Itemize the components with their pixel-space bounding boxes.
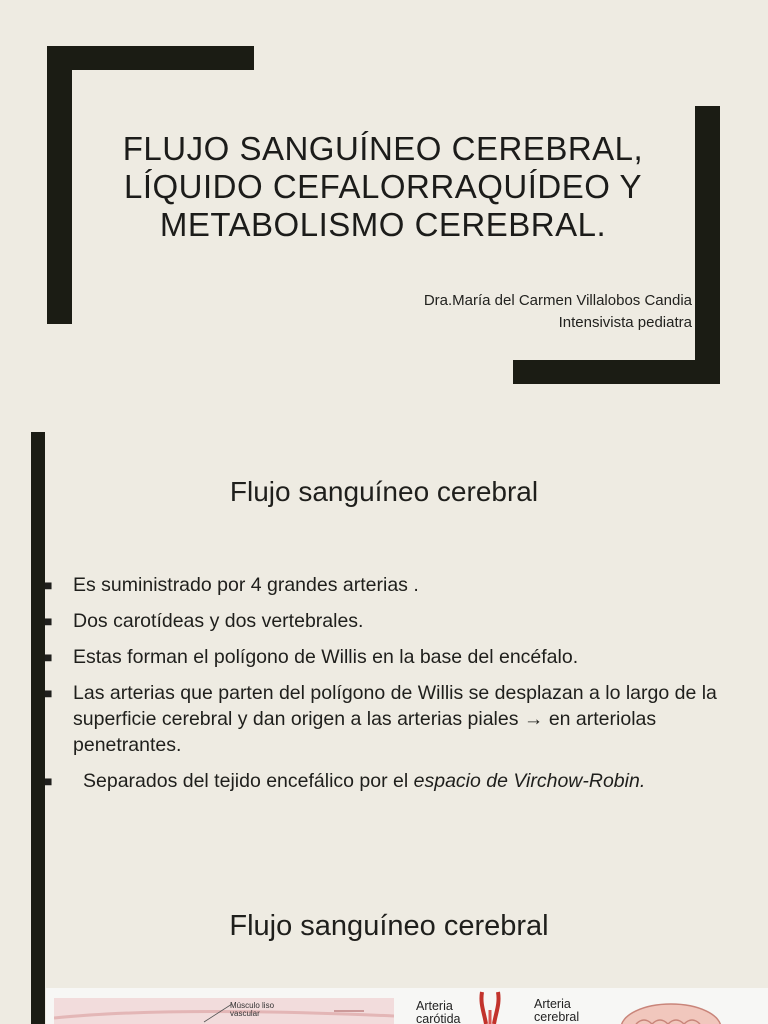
cerebral-label-line-1: Arteria <box>534 997 571 1011</box>
frame-bar-top-left-vertical <box>47 46 72 324</box>
bullet-list <box>44 572 758 804</box>
frame-bar-top-left-horizontal <box>47 46 254 70</box>
title-line-2: LÍQUIDO CEFALORRAQUÍDEO Y <box>123 168 642 205</box>
frame-bar-bottom-right-vertical <box>695 106 720 384</box>
bullet-square-icon: ■ <box>44 685 53 701</box>
author-name: Dra.María del Carmen Villalobos Candia <box>423 292 692 309</box>
next-slide-heading: Flujo sanguíneo cerebral <box>229 910 549 942</box>
bullet-text-plain: Separados del tejido encefálico por el <box>83 770 414 792</box>
author-block <box>424 290 692 334</box>
bullet-square-icon: ■ <box>44 649 53 665</box>
bullet-square-icon: ■ <box>44 577 53 593</box>
bullet-text: Estas forman el polígono de Willis en la base del encéfalo. <box>73 646 579 668</box>
content-slide <box>0 410 768 1024</box>
title-slide <box>0 0 768 410</box>
carotid-label-line-1: Arteria <box>416 999 453 1013</box>
list-item <box>44 608 758 634</box>
bullet-text: Es suministrado por 4 grandes arterias . <box>73 574 419 596</box>
list-item <box>44 644 758 670</box>
figure-label-carotid <box>416 1000 460 1024</box>
carotid-artery-icon <box>476 990 506 1024</box>
list-item <box>44 680 758 758</box>
figure-label-muscle: Músculo liso vascular <box>230 1001 275 1018</box>
bullet-text-italic: espacio de Virchow-Robin. <box>413 770 646 792</box>
bullet-text: Dos carotídeas y dos vertebrales. <box>73 610 364 632</box>
list-item <box>44 572 758 598</box>
carotid-label-line-2: carótida <box>416 1012 461 1024</box>
cerebral-vessels-figure <box>46 988 768 1024</box>
bullet-text: Las arterias que parten del polígono de Willis se desplazan a lo largo de la superficie cerebral y dan origen a las arterias piales → en arteriolas penetrantes. <box>73 682 717 756</box>
vessel-illustration-graphic <box>54 998 394 1024</box>
title-line-1: FLUJO SANGUÍNEO CEREBRAL, <box>122 130 644 167</box>
frame-bar-bottom-right-horizontal <box>513 360 720 384</box>
author-role: Intensivista pediatra <box>558 314 692 331</box>
presentation-title <box>78 130 688 244</box>
bullet-square-icon: ■ <box>44 613 53 629</box>
title-line-3: METABOLISMO CEREBRAL. <box>159 206 607 243</box>
bullet-square-icon: ■ <box>44 773 53 789</box>
brain-icon <box>616 998 726 1024</box>
bullet-text <box>73 768 758 794</box>
slide-heading: Flujo sanguíneo cerebral <box>229 476 539 507</box>
figure-label-cerebral <box>534 998 579 1024</box>
cerebral-label-line-2: cerebral <box>534 1010 580 1024</box>
vessel-wall-illustration <box>54 998 394 1024</box>
list-item <box>44 768 758 794</box>
